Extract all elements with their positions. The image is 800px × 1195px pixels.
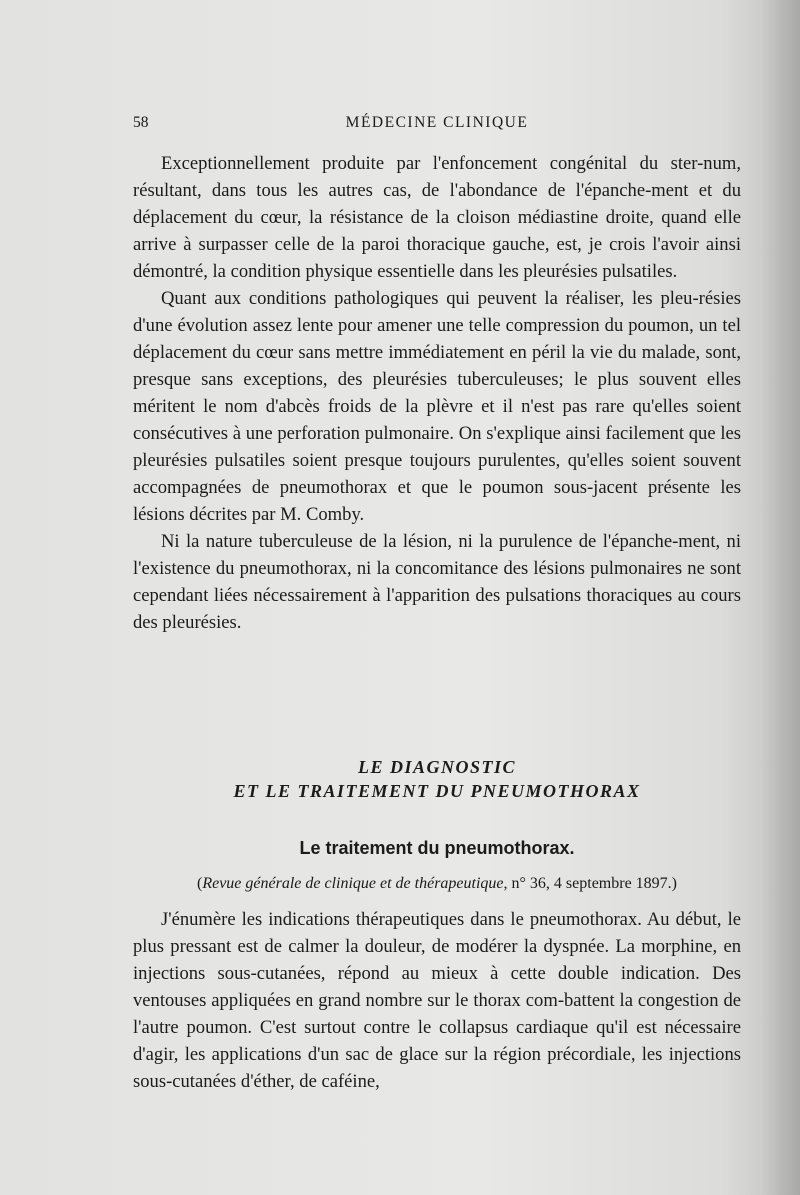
- section-heading-line-2: ET LE TRAITEMENT DU PNEUMOTHORAX: [233, 781, 641, 801]
- reference-details: , n° 36, 4 septembre 1897.): [503, 875, 678, 892]
- reference-journal: Revue générale de clinique et de thérapeutique: [202, 875, 504, 892]
- running-head: [133, 112, 741, 136]
- paragraph: Exceptionnellement produite par l'enfoncement congénital du ster-num, résultant, dans tous les autres cas, de l'abondance de l'épanche-ment et du déplacement du cœur, la résistance de la cloison médiastine droite, quand elle arrive à surpasser celle de la paroi thoracique gauche, est, je crois l'avoir ainsi démontré, la condition physique essentielle dans les pleurésies pulsatiles.: [133, 153, 741, 282]
- reference-open-paren: (: [196, 875, 203, 892]
- paragraph: Ni la nature tuberculeuse de la lésion, ni la purulence de l'épanche-ment, ni l'existence du pneumothorax, ni la concomitance des lésions pulmonaires ne sont cependant liées nécessairement à l'apparition des pulsations thoraciques au cours des pleurésies.: [133, 531, 741, 633]
- article-reference: [133, 875, 741, 893]
- article-title: Le traitement du pneumothorax.: [299, 838, 575, 858]
- paragraph: J'énumère les indications thérapeutiques dans le pneumothorax. Au début, le plus pressant est de calmer la douleur, de modérer la dyspnée. La morphine, en injections sous-cutanées, répond au mieux à cette double indication. Des ventouses appliquées en grand nombre sur le thorax com-battent la congestion de l'autre poumon. C'est surtout contre le collapsus cardiaque qu'il est nécessaire d'agir, les applications d'un sac de glace sur la région précordiale, les injections sous-cutanées d'éther, de caféine,: [133, 909, 741, 1092]
- section-heading-line-1: LE DIAGNOSTIC: [357, 757, 517, 777]
- page-gutter-shadow: [760, 0, 800, 1195]
- page-number: 58: [133, 114, 149, 131]
- body-text-top: [133, 150, 741, 636]
- body-text-bottom: [133, 906, 741, 1095]
- paragraph: Quant aux conditions pathologiques qui peuvent la réaliser, les pleu-résies d'une évolution assez lente pour amener une telle compression du poumon, un tel déplacement du cœur sans mettre immédiatement en péril la vie du malade, sont, presque sans exceptions, des pleurésies tuberculeuses; le plus souvent elles méritent le nom d'abcès froids de la plèvre et il n'est pas rare qu'elles soient consécutives à une perforation pulmonaire. On s'explique ainsi facilement que les pleurésies pulsatiles soient presque toujours purulentes, qu'elles soient souvent accompagnées de pneumothorax et que le poumon sous-jacent présente les lésions décrites par M. Comby.: [133, 288, 741, 525]
- running-title: MÉDECINE CLINIQUE: [345, 114, 529, 131]
